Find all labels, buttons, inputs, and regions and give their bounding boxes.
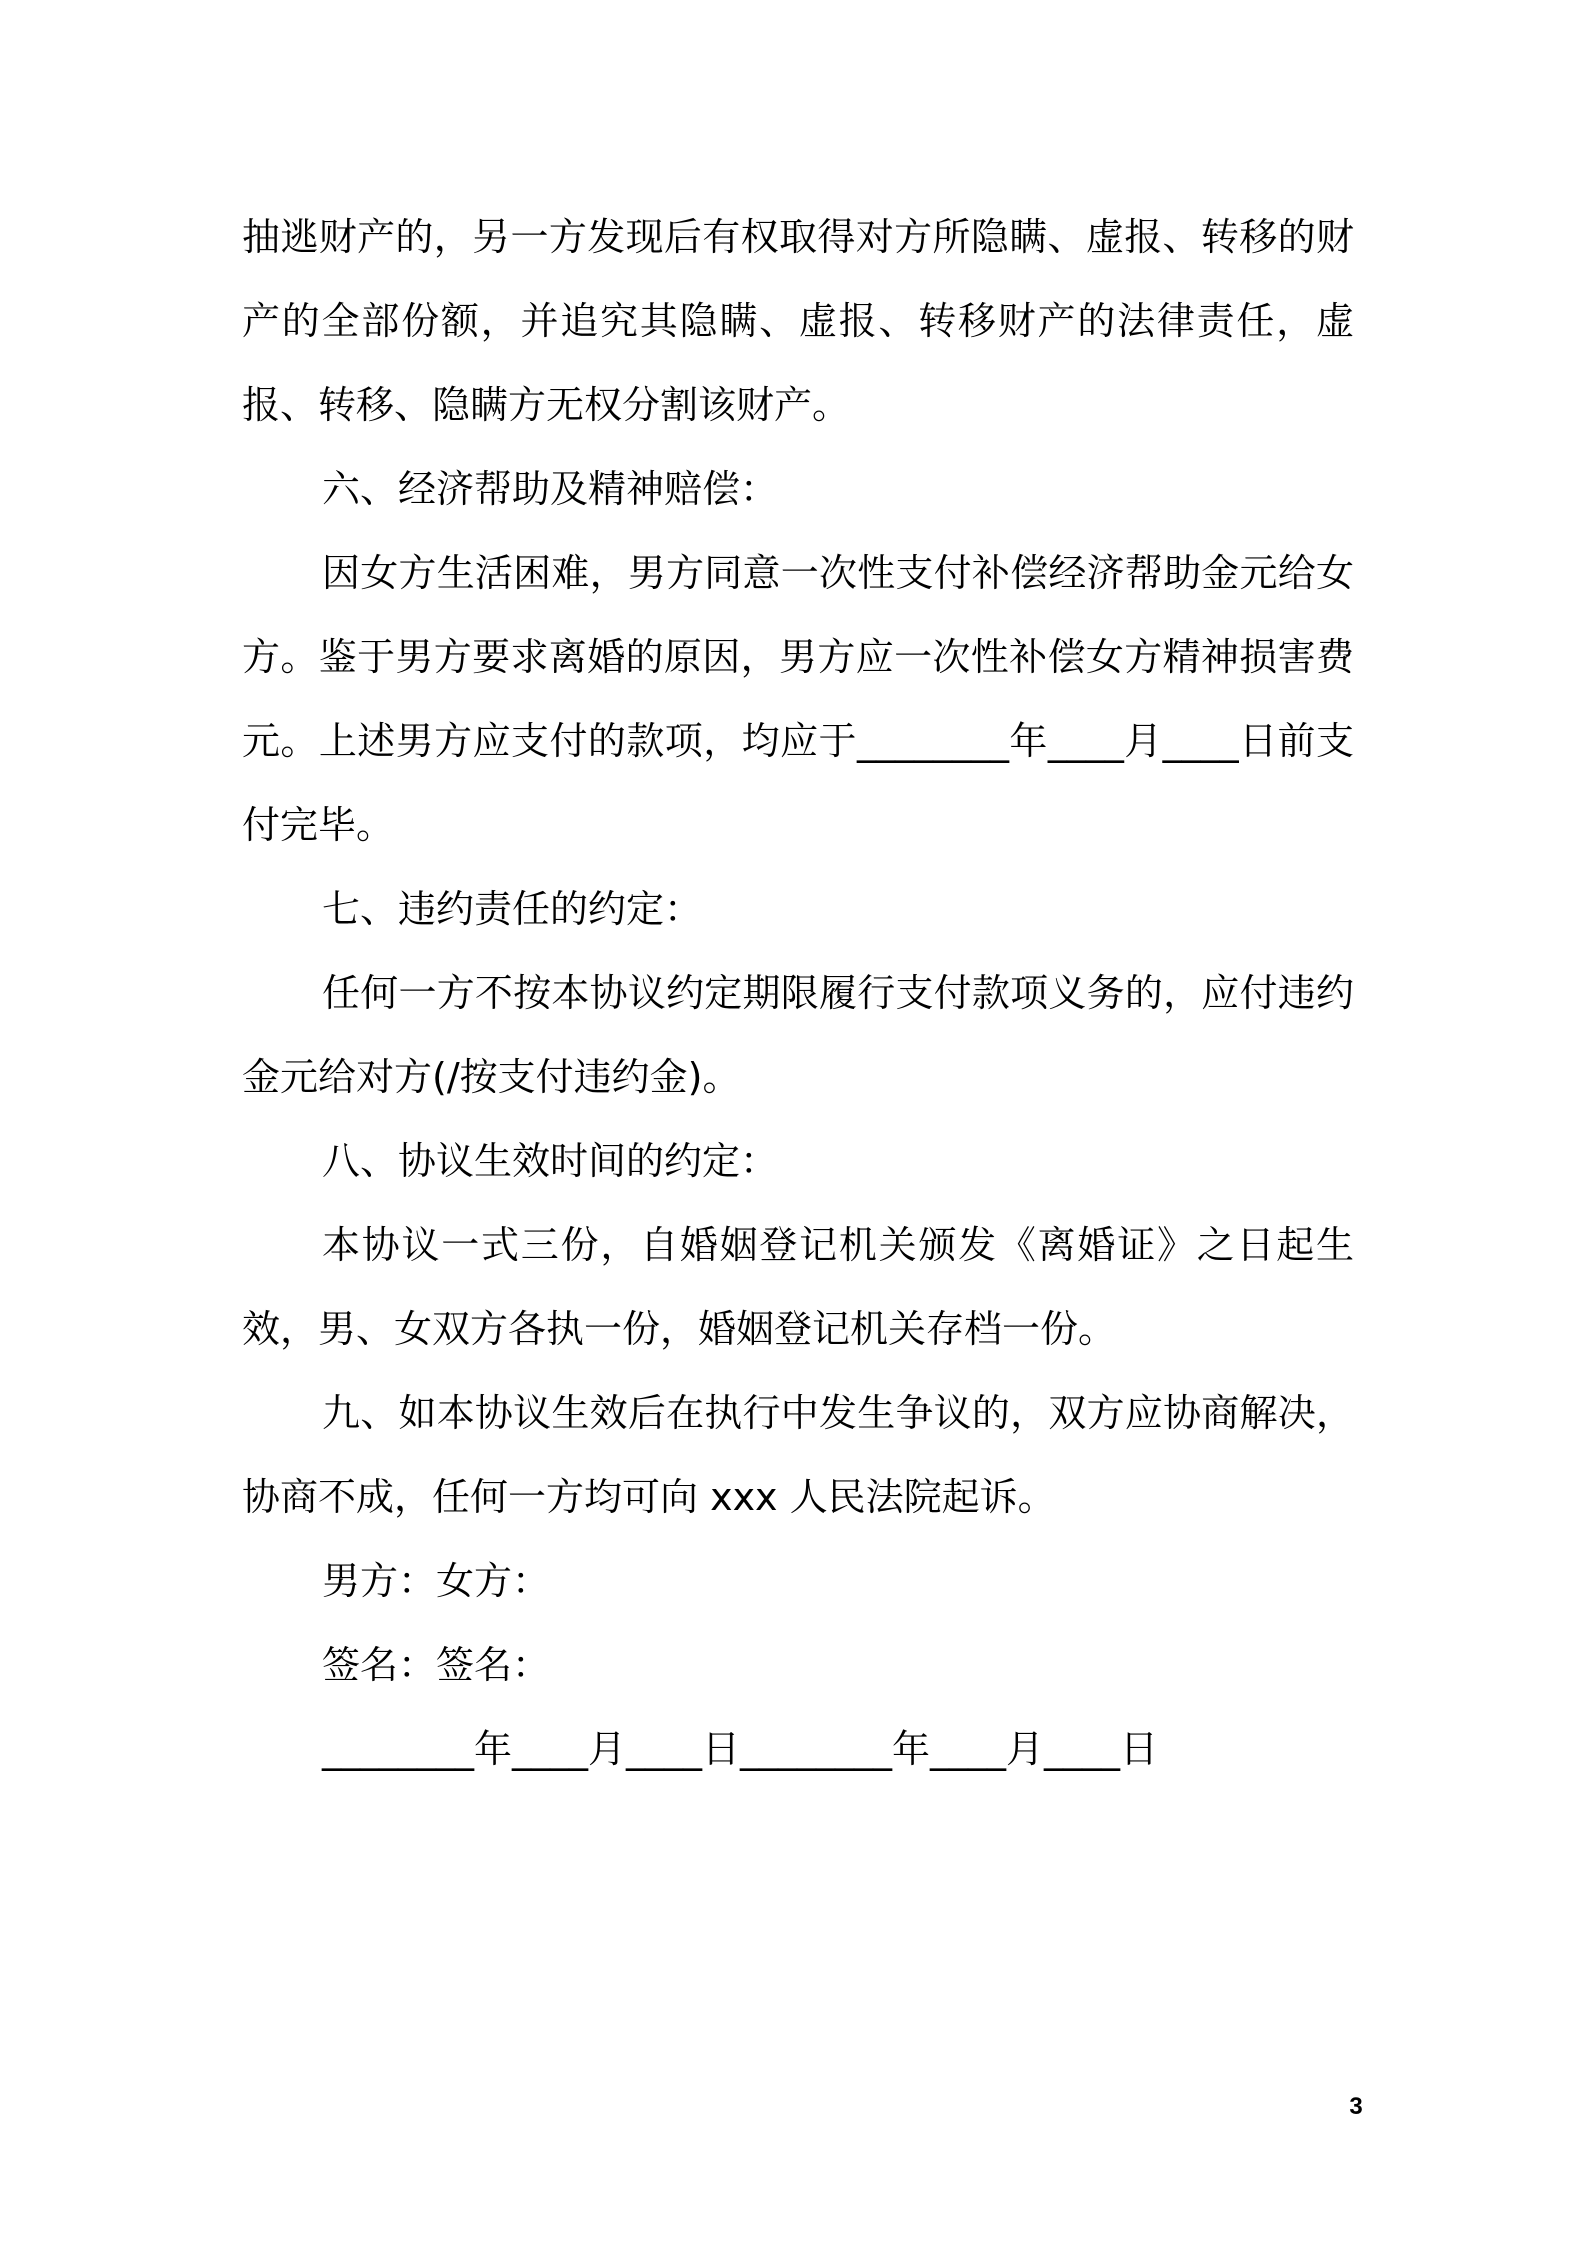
paragraph-breach-liability: 任何一方不按本协议约定期限履行支付款项义务的，应付违约金元给对方(/按支付违约金)。 <box>242 971 1354 1099</box>
signature-names-line: 签名：签名： <box>322 1643 551 1687</box>
paragraph-economic-assistance: 因女方生活困难，男方同意一次性支付补偿经济帮助金元给女方。鉴于男方要求离婚的原因，男方应一次性补偿女方精神损害费元。上述男方应支付的款项，均应于________年____月____日前支付完毕。 <box>242 551 1354 847</box>
heading-economic-assistance: 六、经济帮助及精神赔偿： <box>322 467 779 511</box>
signature-date-line: ________年____月____日________年____月____日 <box>322 1727 1159 1771</box>
paragraph-dispute-resolution: 九、如本协议生效后在执行中发生争议的，双方应协商解决，协商不成，任何一方均可向 xxx 人民法院起诉。 <box>242 1391 1354 1519</box>
heading-effective-time: 八、协议生效时间的约定： <box>322 1139 779 1183</box>
paragraph-concealment-clause: 抽逃财产的，另一方发现后有权取得对方所隐瞒、虚报、转移的财产的全部份额，并追究其隐瞒、虚报、转移财产的法律责任，虚报、转移、隐瞒方无权分割该财产。 <box>242 215 1354 427</box>
page-number: 3 <box>1349 2093 1363 2120</box>
heading-breach-liability: 七、违约责任的约定： <box>322 887 703 931</box>
signature-parties-line: 男方：女方： <box>322 1559 551 1603</box>
document-body <box>242 195 1354 1791</box>
paragraph-effective-time: 本协议一式三份，自婚姻登记机关颁发《离婚证》之日起生效，男、女双方各执一份，婚姻登记机关存档一份。 <box>242 1223 1354 1351</box>
